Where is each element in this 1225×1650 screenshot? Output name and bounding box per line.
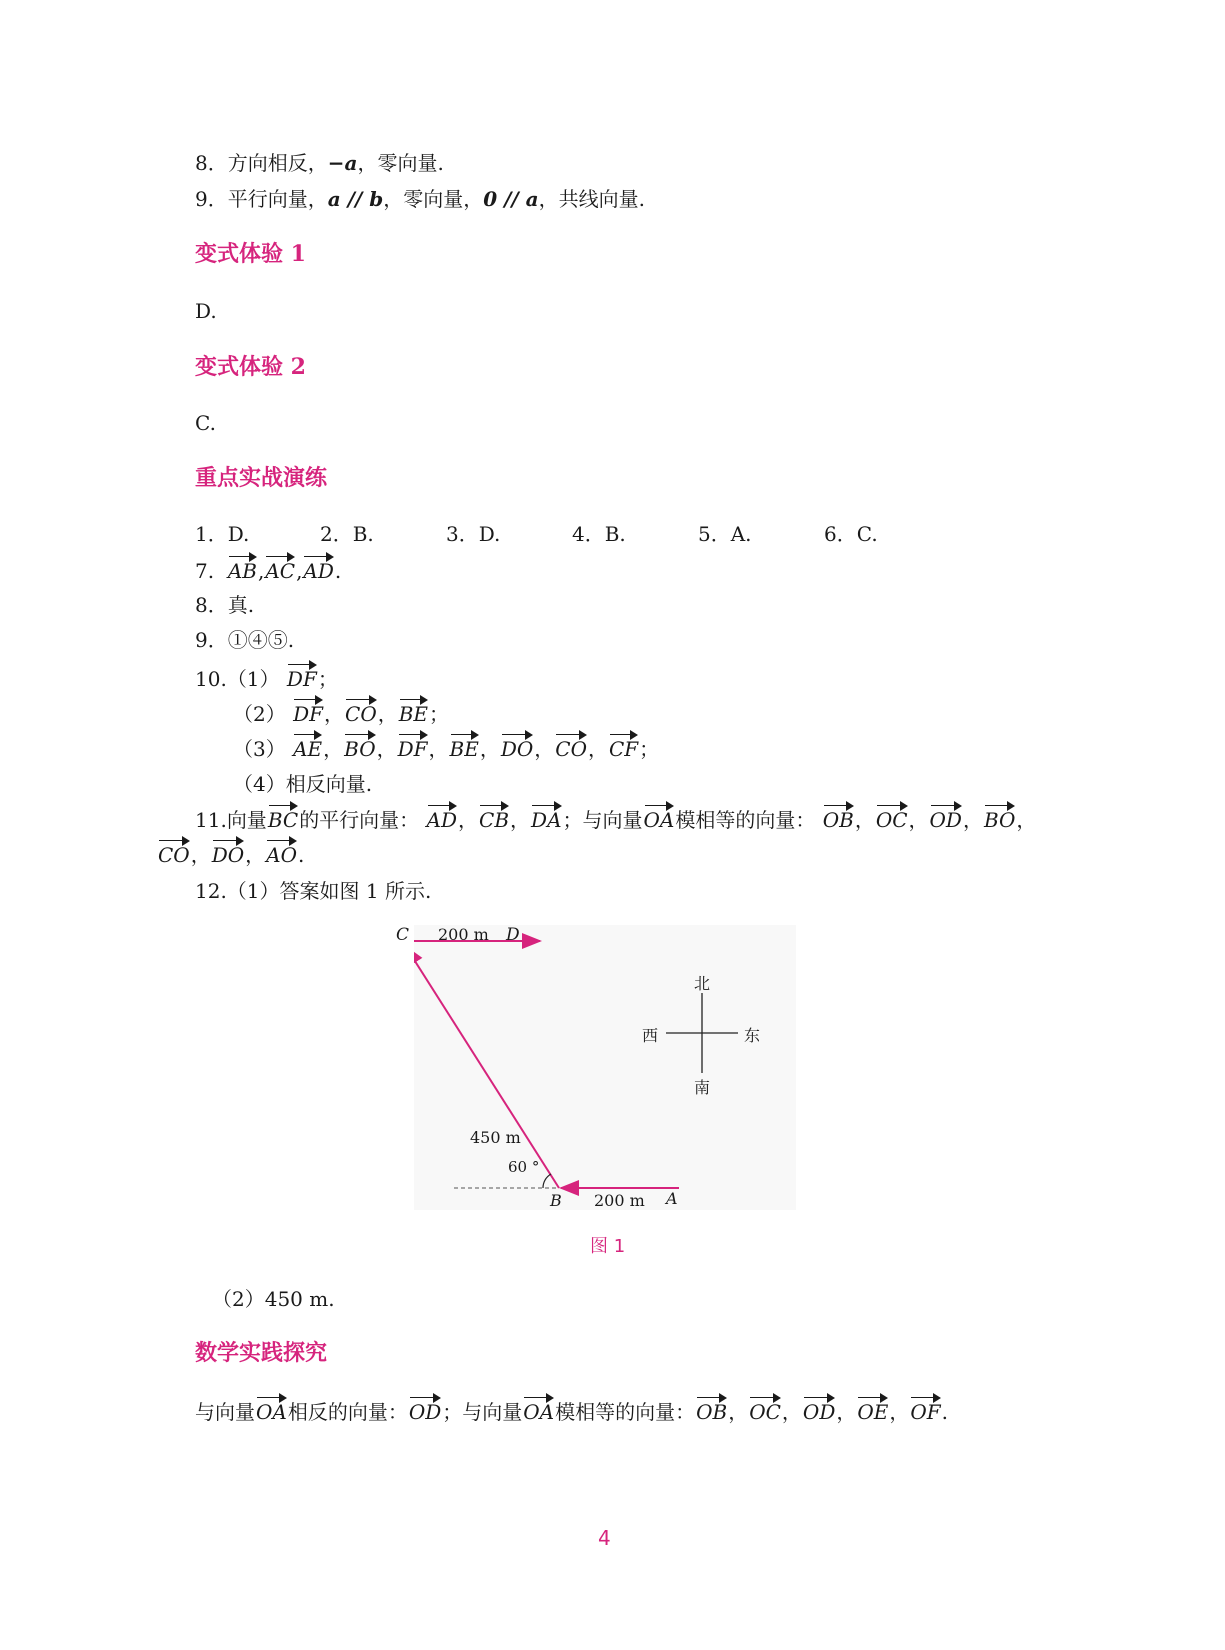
line-number: 9． [195,187,228,211]
vector-label: OD [409,1395,441,1425]
vector-label: AB [228,554,257,584]
section-heading-exploration: 数学实践探究 [195,1340,328,1366]
vector-label: CO [345,697,377,727]
line-number: 7. [195,559,215,583]
vector-label: OA [644,803,675,833]
choice-answer: 3．D. [446,522,501,546]
choice-answer: 1．D. [195,522,250,546]
text: ； [639,737,660,761]
math-expression: 0 // a [483,187,539,211]
figure-1 [396,925,796,1210]
part-label: （3） [233,737,286,761]
compass-west: 西 [642,1026,659,1045]
text: 方向相反， [227,151,328,175]
section-heading-practice: 重点实战演练 [195,465,328,491]
vector-label: BE [399,697,428,727]
section-heading-variation-1: 变式体验 1 [195,241,306,267]
vector-label: CO [555,732,587,762]
answer-line-q9: 9．①④⑤. [195,628,295,652]
answer-line-q10-4: （4）相反向量. [233,772,373,796]
text: . [334,559,342,583]
vector-label: DA [531,803,561,833]
math-expression: −a [327,151,358,175]
vector-label: OC [749,1395,781,1425]
line-number: 11. [195,808,227,832]
compass-north: 北 [694,974,711,993]
part-label: （1） [226,667,280,691]
vector-label: DO [212,838,244,868]
vector-label: OA [256,1395,287,1425]
answer-line-q11-cont: CO，DO，AO. [157,838,304,868]
vector-label: AE [293,732,322,762]
angle-arc [543,1174,551,1188]
text: 向量 [226,808,267,832]
vector-label: AC [265,554,295,584]
vector-label: DF [398,732,428,762]
vector-label: CO [158,838,190,868]
vector-label: CB [479,803,509,833]
point-label-d: D [506,925,520,945]
text: ，共线向量. [538,187,645,211]
vector-label: OD [803,1395,835,1425]
length-label-cd: 200 m [438,925,489,944]
vector-label: BO [984,803,1015,833]
vector-label: AO [266,838,297,868]
vector-label: OB [696,1395,727,1425]
math-expression: a // b [327,187,384,211]
text: . [297,843,305,867]
vector-label: BE [450,732,479,762]
vector-label: DF [287,662,317,692]
text: 模相等的向量： [675,808,816,832]
vector-label: AD [427,803,457,833]
compass-east: 东 [744,1026,761,1045]
text: ； [429,702,450,726]
variation-2-answer: C. [195,411,216,435]
answer-line-q10-2: （2） DF，CO，BE； [233,697,449,727]
answer-line-q12-1: 12.（1）答案如图 1 所示. [195,879,432,903]
answer-line-9 [195,186,645,212]
text: 与向量 [195,1400,255,1424]
text: . [941,1400,948,1424]
vector-label: DF [293,697,323,727]
section-heading-variation-2: 变式体验 2 [195,354,306,380]
text: ； [317,667,338,691]
figure-caption: 图 1 [590,1236,626,1257]
vector-label: DO [501,732,533,762]
vector-label: OB [823,803,854,833]
text: 平行向量， [227,187,328,211]
length-label-ab: 200 m [594,1191,645,1210]
page-number: 4 [598,1526,611,1550]
part-label: （2） [233,702,286,726]
choice-answer: 2．B. [320,522,374,546]
line-number: 10. [195,667,227,691]
vector-label: OC [876,803,908,833]
text: 的平行向量： [299,808,420,832]
length-label-bc: 450 m [470,1128,521,1147]
text: 模相等的向量： [555,1400,696,1424]
answer-line-q10-3: （3） AE，BO，DF，BE，DO，CO，CF； [233,732,659,762]
vector-label: BC [268,803,298,833]
vector-label: OD [930,803,962,833]
answer-line-q12-2: （2）450 m. [212,1287,335,1311]
point-label-c: C [396,925,410,945]
compass-south: 南 [694,1078,711,1097]
answer-line-q11: 11.向量BC的平行向量： AD，CB，DA；与向量OA模相等的向量： OB，OC，OD，BO， [195,803,1036,833]
vector-bc [414,947,559,1188]
variation-1-answer: D. [195,299,217,323]
point-label-b: B [550,1191,562,1210]
text: ，零向量， [383,187,484,211]
text: ；与向量 [562,808,643,832]
angle-label: 60 ° [508,1158,540,1176]
exploration-answer: 与向量OA相反的向量：OD；与向量OA模相等的向量：OB，OC，OD，OE，OF. [195,1395,948,1425]
choice-answer: 6．C. [824,522,878,546]
answer-line-q8: 8．真. [195,593,255,617]
text: ，零向量. [357,151,444,175]
vector-label: AD [303,554,333,584]
vector-label: OF [910,1395,940,1425]
vector-label: BO [344,732,375,762]
vector-label: OE [857,1395,888,1425]
line-number: 8． [195,151,228,175]
text: 相反的向量： [287,1400,408,1424]
vector-diagram [414,925,796,1210]
vector-label: OA [523,1395,554,1425]
answer-line-q10-1 [195,662,338,692]
choice-answer: 5．A. [698,522,752,546]
text: ；与向量 [442,1400,523,1424]
choice-answer: 4．B. [572,522,626,546]
vector-label: CF [609,732,638,762]
answer-line-8 [195,150,444,176]
point-label-a: A [666,1189,678,1208]
answer-line-q7: 7. AB,AC,AD. [195,554,341,584]
